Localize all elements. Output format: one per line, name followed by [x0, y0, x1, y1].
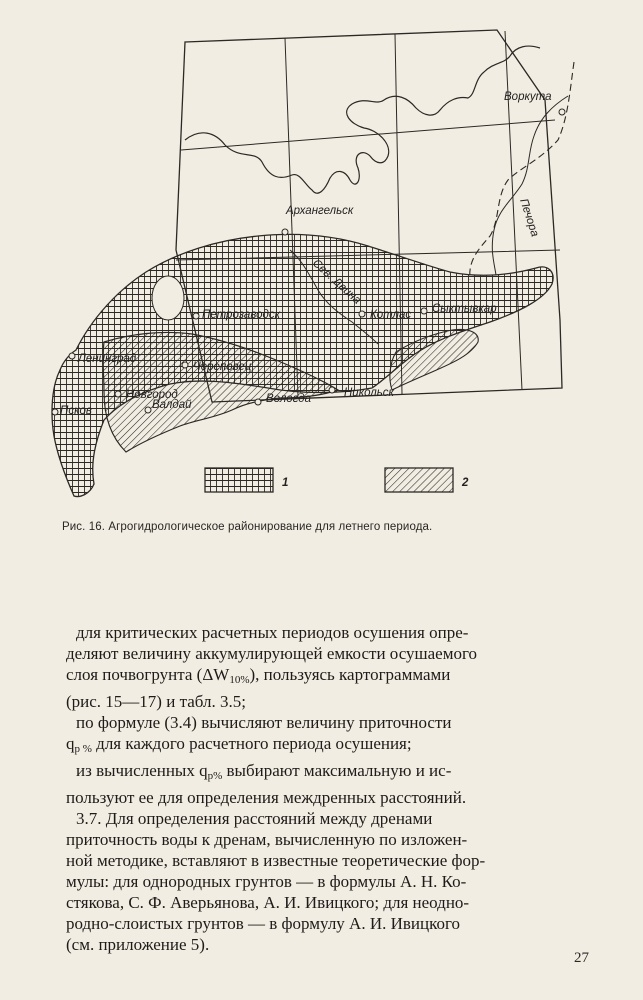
city-marker — [115, 391, 121, 397]
city-label: Новгород — [126, 389, 178, 401]
city-label: Петрозаводск — [202, 309, 281, 321]
legend-box-diagonal — [385, 468, 453, 492]
subscript: 10% — [229, 674, 250, 686]
city-label: Сыктывкар — [432, 303, 497, 315]
legend-label: 1 — [282, 477, 289, 489]
text-line: (см. приложение 5). — [66, 935, 210, 954]
city-label: Валдай — [152, 399, 192, 411]
city-marker — [255, 399, 261, 405]
text-line: приточность воды к дренам, вычисленную по изложен- — [66, 830, 468, 849]
text-line: ), пользуясь картограммами — [249, 665, 451, 684]
city-label: Архангельск — [286, 205, 354, 217]
city-marker — [421, 308, 427, 314]
city-label: Котлас — [370, 309, 412, 321]
city-label: Псков — [60, 405, 92, 417]
text-line: слоя почвогрунта (ΔW — [66, 665, 230, 684]
city-marker — [193, 313, 199, 319]
text-line: для критических расчетных периодов осушения опре- — [76, 623, 469, 642]
paragraph-3 — [66, 760, 586, 808]
text-line: из вычисленных q — [76, 761, 208, 780]
paragraph-1 — [66, 622, 586, 712]
page-number: 27 — [574, 950, 589, 966]
legend-box-crosshatch — [205, 468, 273, 492]
paragraph-4 — [66, 808, 586, 955]
city-marker — [282, 229, 288, 235]
city-marker — [145, 407, 151, 413]
city-marker — [69, 353, 75, 359]
figure-caption: Рис. 16. Агрогидрологическое районирование для летнего периода. — [62, 521, 433, 533]
text-line: ной методике, вставляют в известные теоретические фор- — [66, 851, 486, 870]
text-line: родно-слоистых грунтов — в формулу А. И. Ивицкого — [66, 914, 461, 933]
subscript: p % — [74, 743, 92, 755]
paragraph-2 — [66, 712, 586, 760]
river-pechora — [492, 96, 568, 275]
city-label: Воркута — [504, 91, 552, 103]
city-label: Череповец — [193, 361, 252, 373]
body-text — [66, 622, 586, 955]
text-line: пользуют ее для определения междренных расстояний. — [66, 788, 467, 807]
river-label: Печора — [517, 197, 541, 239]
text-line: стякова, С. Ф. Аверьянова, А. И. Ивицкого; для неодно- — [66, 893, 470, 912]
city-marker — [559, 109, 565, 115]
city-marker — [52, 409, 58, 415]
coastline — [185, 46, 540, 193]
text-line: 3.7. Для определения расстояний между дренами — [76, 809, 433, 828]
city-label: Никольск — [344, 387, 394, 399]
text-line: деляют величину аккумулирующей емкости осушаемого — [66, 644, 478, 663]
city-marker — [359, 311, 365, 317]
city-label: Вологда — [266, 393, 311, 405]
text-line: для каждого расчетного периода осушения; — [91, 734, 412, 753]
lake-onega — [152, 276, 184, 320]
text-line: выбирают максимальную и ис- — [222, 761, 452, 780]
text-line: q — [66, 734, 75, 753]
text-line: мулы: для однородных грунтов — в формулы А. Н. Ко- — [66, 872, 467, 891]
city-marker — [182, 362, 188, 368]
city-label: Ленинград — [78, 353, 137, 365]
city-marker — [329, 387, 335, 393]
subscript: p% — [207, 770, 223, 782]
text-line: по формуле (3.4) вычисляют величину приточности — [76, 713, 452, 732]
legend-label: 2 — [462, 477, 469, 489]
text-line: (рис. 15—17) и табл. 3.5; — [66, 692, 246, 711]
river-label: Сев. Двина — [309, 257, 363, 307]
